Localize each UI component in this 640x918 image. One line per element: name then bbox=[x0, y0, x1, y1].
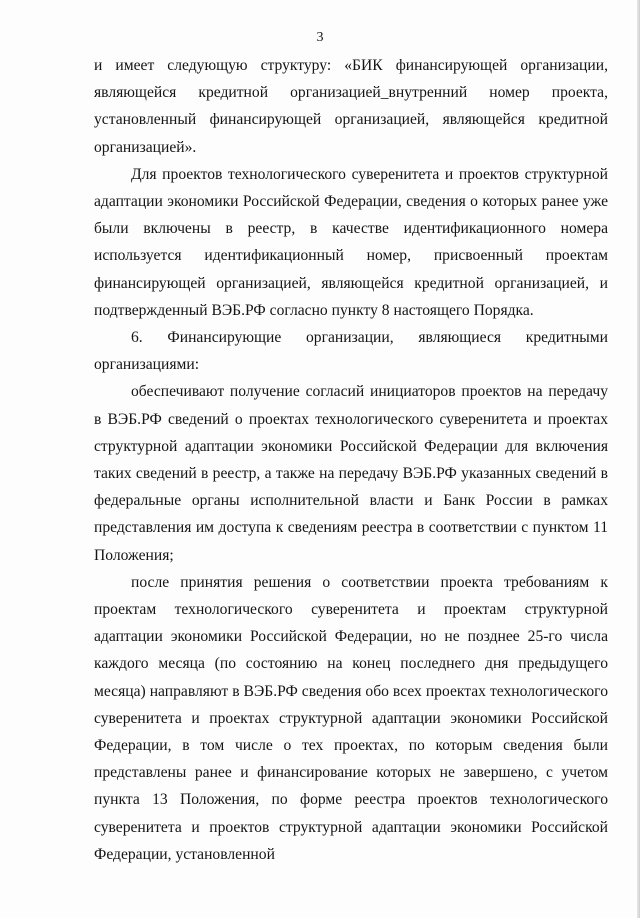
document-body bbox=[94, 52, 608, 868]
paragraph-consents: обеспечивают получение согласий инициаторов проектов на передачу в ВЭБ.РФ сведений о проектах технологического суверенитета и проектах структурной адаптации экономики Российской Федерации для включения таких сведений в реестр, а также на передачу ВЭБ.РФ указанных сведений в федеральные органы исполнительной власти и Банк России в рамках представления им доступа к сведениям реестра в соответствии с пунктом 11 Положения; bbox=[94, 383, 608, 564]
page-number: 3 bbox=[316, 30, 324, 45]
paragraph-existing-projects: Для проектов технологического суверенитета и проектов структурной адаптации экономики Российской Федерации, сведения о которых ранее уже были включены в реестр, в качестве идентификационного номера используется идентификационный номер, присвоенный проектам финансирующей организацией, являющейся кредитной организацией, и подтвержденный ВЭБ.РФ согласно пункту 8 настоящего Порядка. bbox=[94, 165, 608, 319]
paragraph-item-6-heading: 6. Финансирующие организации, являющиеся кредитными организациями: bbox=[94, 329, 608, 374]
paragraph-monthly-submission: после принятия решения о соответствии проекта требованиям к проектам технологического суверенитета и проектам структурной адаптации экономики Российской Федерации, но не позднее 25-го числа каждого месяца (по состоянию на конец последнего дня предыдущего месяца) направляют в ВЭБ.РФ сведения обо всех проектах технологического суверенитета и проектах структурной адаптации экономики Российской Федерации, в том числе о тех проектах, по которым сведения были представлены ранее и финансирование которых не завершено, с учетом пункта 13 Положения, по форме реестра проектов технологического суверенитета и проектов структурной адаптации экономики Российской Федерации, установленной bbox=[94, 573, 608, 863]
paragraph-structure-continuation: и имеет следующую структуру: «БИК финансирующей организации, являющейся кредитной организацией_внутренний номер проекта, установленный финансирующей организацией, являющейся кредитной организацией». bbox=[94, 57, 608, 156]
